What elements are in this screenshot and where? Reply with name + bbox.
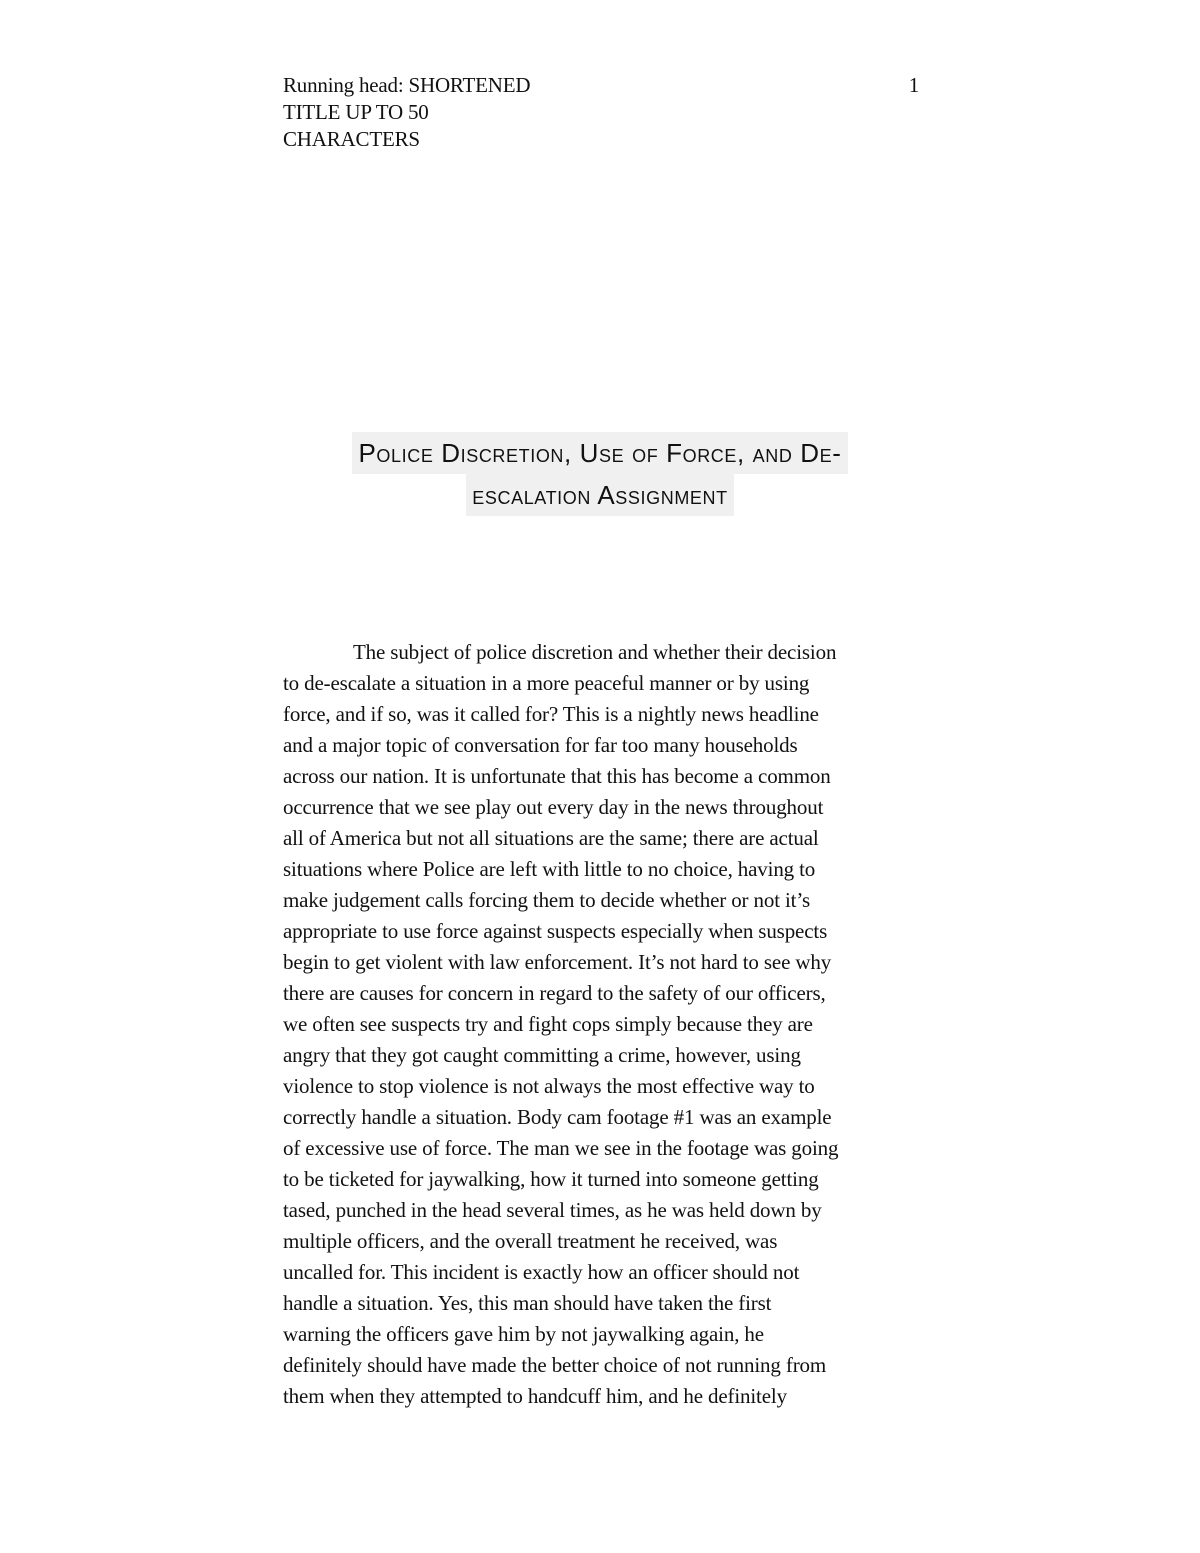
paragraph-line: correctly handle a situation. Body cam footage #1 was an example: [283, 1105, 832, 1129]
paragraph-line: and a major topic of conversation for far too many households: [283, 733, 798, 757]
paragraph-line: angry that they got caught committing a crime, however, using: [283, 1043, 801, 1067]
running-head-line: TITLE UP TO 50: [283, 100, 429, 124]
paragraph-line: them when they attempted to handcuff him, and he definitely: [283, 1384, 787, 1408]
paragraph-line: situations where Police are left with little to no choice, having to: [283, 857, 816, 881]
paragraph-line: multiple officers, and the overall treatment he received, was: [283, 1229, 778, 1253]
paragraph-line: tased, punched in the head several times, as he was held down by: [283, 1198, 822, 1222]
paragraph-line: violence to stop violence is not always the most effective way to: [283, 1074, 815, 1098]
paragraph-line: to de-escalate a situation in a more peaceful manner or by using: [283, 671, 810, 695]
title-line: Police Discretion, Use of Force, and De-: [352, 432, 847, 474]
paragraph-line: uncalled for. This incident is exactly how an officer should not: [283, 1260, 800, 1284]
paragraph-line: handle a situation. Yes, this man should have taken the first: [283, 1291, 772, 1315]
document-title: [283, 432, 917, 516]
paragraph-line: make judgement calls forcing them to decide whether or not it’s: [283, 888, 811, 912]
paragraph-line: The subject of police discretion and whether their decision: [353, 640, 837, 664]
paragraph-line: warning the officers gave him by not jaywalking again, he: [283, 1322, 764, 1346]
title-line: escalation Assignment: [466, 474, 733, 516]
paragraph-line: all of America but not all situations are the same; there are actual: [283, 826, 819, 850]
page-header: [283, 72, 923, 153]
paragraph-line: force, and if so, was it called for? This is a nightly news headline: [283, 702, 819, 726]
paragraph-line: of excessive use of force. The man we see in the footage was going: [283, 1136, 839, 1160]
paragraph-line: begin to get violent with law enforcement. It’s not hard to see why: [283, 950, 832, 974]
running-head-line: Running head: SHORTENED: [283, 73, 531, 97]
paragraph-line: we often see suspects try and fight cops simply because they are: [283, 1012, 813, 1036]
paragraph-line: to be ticketed for jaywalking, how it turned into someone getting: [283, 1167, 819, 1191]
body-paragraph: [283, 637, 919, 1412]
running-head-line: CHARACTERS: [283, 127, 420, 151]
paragraph-line: occurrence that we see play out every day in the news throughout: [283, 795, 824, 819]
paragraph-line: appropriate to use force against suspects especially when suspects: [283, 919, 828, 943]
page-number: 1: [908, 73, 919, 97]
paragraph-line: across our nation. It is unfortunate that this has become a common: [283, 764, 831, 788]
running-head: [283, 72, 923, 153]
paragraph-line: definitely should have made the better choice of not running from: [283, 1353, 827, 1377]
paragraph-line: there are causes for concern in regard to the safety of our officers,: [283, 981, 826, 1005]
